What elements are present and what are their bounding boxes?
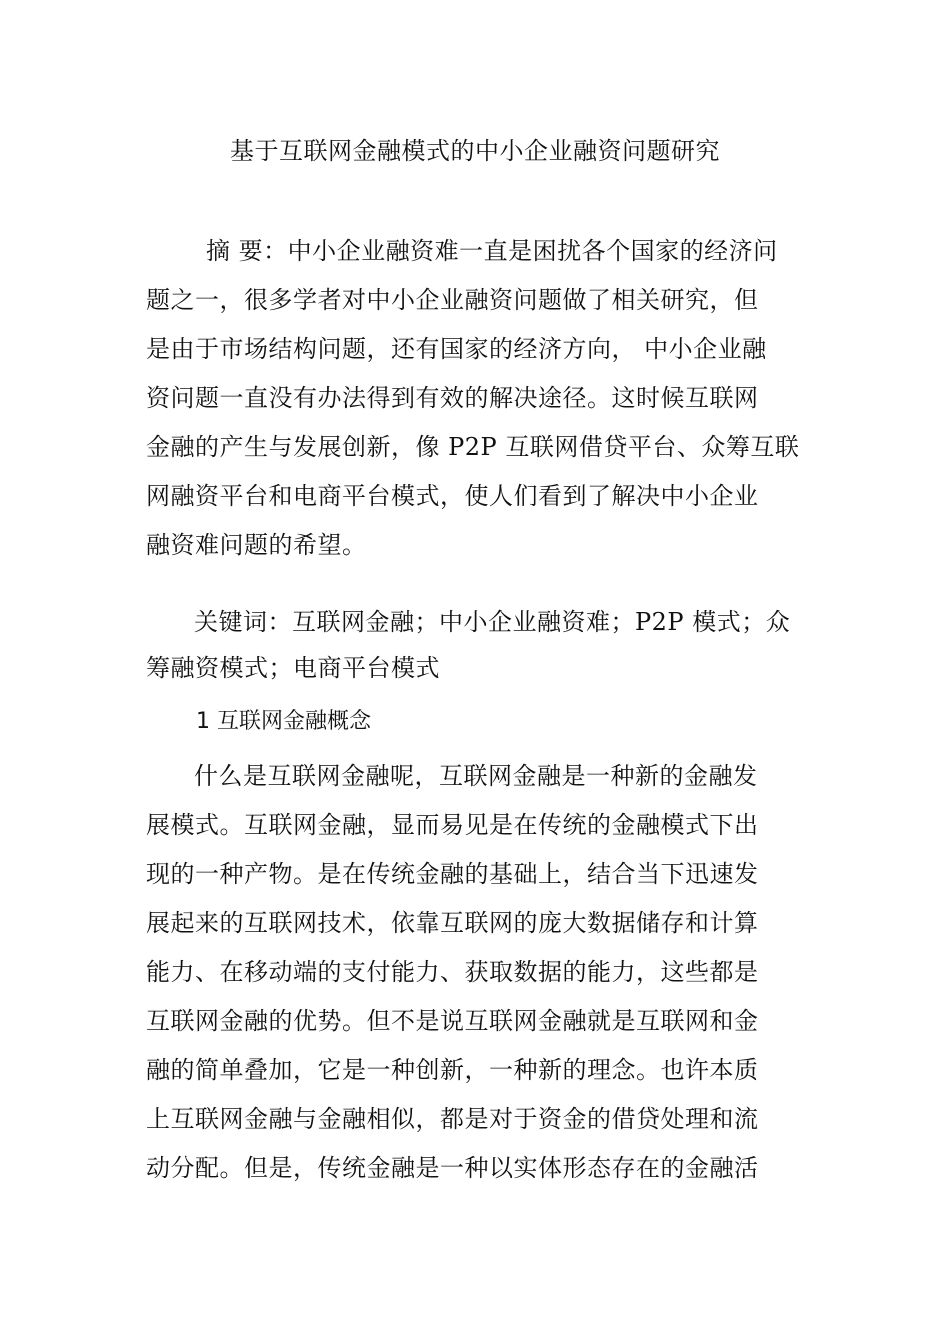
body-line: 展起来的互联网技术，依靠互联网的庞大数据储存和计算 xyxy=(146,909,759,937)
body-line: 上互联网金融与金融相似，都是对于资金的借贷处理和流 xyxy=(146,1105,759,1133)
abstract-line: 摘 要：中小企业融资难一直是困扰各个国家的经济问 xyxy=(206,237,778,265)
abstract-line: 资问题一直没有办法得到有效的解决途径。这时候互联网 xyxy=(146,384,759,412)
keywords-line: 筹融资模式；电商平台模式 xyxy=(146,654,440,682)
body-line: 什么是互联网金融呢，互联网金融是一种新的金融发 xyxy=(194,762,758,790)
keywords-paragraph xyxy=(146,604,808,696)
abstract-line: 融资难问题的希望。 xyxy=(146,531,367,559)
body-line: 能力、在移动端的支付能力、获取数据的能力，这些都是 xyxy=(146,958,759,986)
abstract-line: 题之一，很多学者对中小企业融资问题做了相关研究，但 xyxy=(146,286,759,314)
keywords-line: 关键词：互联网金融；中小企业融资难；P2P 模式；众 xyxy=(194,608,791,636)
section-heading: 1 互联网金融概念 xyxy=(196,709,371,734)
body-line: 动分配。但是，传统金融是一种以实体形态存在的金融活 xyxy=(146,1154,759,1182)
document-title: 基于互联网金融模式的中小企业融资问题研究 xyxy=(230,137,720,165)
body-line: 融的简单叠加，它是一种创新，一种新的理念。也许本质 xyxy=(146,1056,759,1084)
body-line: 现的一种产物。是在传统金融的基础上，结合当下迅速发 xyxy=(146,860,759,888)
abstract-line: 金融的产生与发展创新，像 P2P 互联网借贷平台、众筹互联 xyxy=(146,433,800,461)
body-line: 展模式。互联网金融，显而易见是在传统的金融模式下出 xyxy=(146,811,759,839)
body-paragraph xyxy=(146,758,808,1199)
abstract-paragraph xyxy=(146,233,808,576)
abstract-line: 网融资平台和电商平台模式，使人们看到了解决中小企业 xyxy=(146,482,759,510)
body-line: 互联网金融的优势。但不是说互联网金融就是互联网和金 xyxy=(146,1007,759,1035)
abstract-line: 是由于市场结构问题，还有国家的经济方向， 中小企业融 xyxy=(146,335,767,363)
